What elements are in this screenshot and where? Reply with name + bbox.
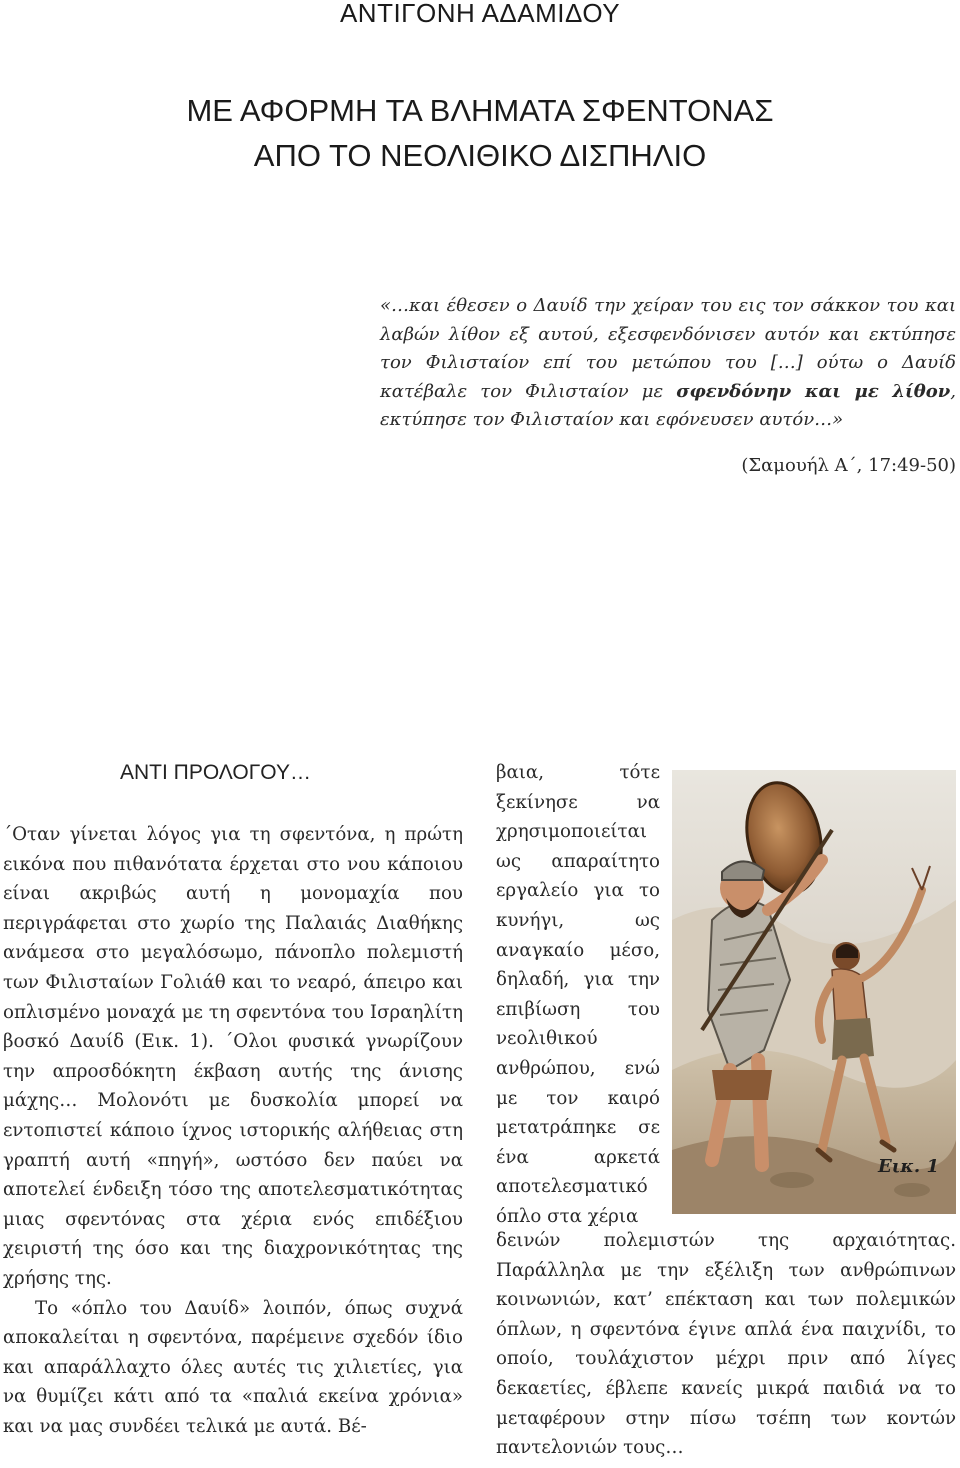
left-column: [3, 820, 463, 1441]
right-column-narrow-text: βαια, τότε ξεκίνησε να χρησιμοποιείται ως απαραίτητο εργαλείο για το κυνήγι, ως αναγκαίο μέσο, δηλαδή, για την επιβίωση του νεολιθικού ανθρώπου, ενώ με τον καιρό μετατράπηκε σε ένα αρκετά αποτελεσματικό όπλο στα χέρια: [496, 762, 660, 1227]
epigraph-bold-text: σφενδόνην και με λίθον: [676, 380, 951, 402]
david-goliath-painting-icon: [672, 770, 956, 1214]
title-line-2: ΑΠΟ ΤΟ ΝΕΟΛΙΘΙΚΟ ΔΙΣΠΗΛΙΟ: [253, 138, 707, 173]
body-paragraph-2: Το «όπλο του Δαυίδ» λοιπόν, όπως συχνά αποκαλείται η σφεντόνα, παρέμεινε σχεδόν ίδιο και απαράλλαχτο όλες αυτές τις χιλιετίες, για να θυμίζει κάτι από τα «παλιά εκείνα χρόνια» και να μας συνδέει τελικά με αυτά. Βέ-: [3, 1297, 463, 1437]
epigraph-source: (Σαμουήλ Α΄, 17:49-50): [741, 455, 956, 476]
figure-david-goliath-image: [672, 770, 956, 1214]
article-title: [0, 88, 960, 178]
figure-caption: Εικ. 1: [878, 1156, 939, 1177]
epigraph-text-part2: , εκτύπησε τον Φιλισταίον και εφόνευσεν αυτόν…»: [380, 380, 956, 430]
body-paragraph-1: ΄Οταν γίνεται λόγος για τη σφεντόνα, η πρώτη εικόνα που πιθανότατα έρχεται στο νου κάποιου είναι ακριβώς αυτή η μονομαχία που περιγράφεται στο χωρίο της Παλαιάς Διαθήκης ανάμεσα στο μεγαλόσωμο, πάνοπλο πολεμιστή των Φιλισταίων Γολιάθ και το νεαρό, άπειρο και οπλισμένο μοναχά με τη σφεντόνα του Ισραηλίτη βοσκό Δαυίδ (Εικ. 1). ΄Ολοι φυσικά γνωρίζουν την απροσδόκητη έκβαση αυτής της άνισης μάχης… Μολονότι με δυσκολία μπορεί να εντοπιστεί κάποιο ίχνος ιστορικής αλήθειας στη γραπτή αυτή «πηγή», ωστόσο δεν παύει να αποτελεί ένδειξη τόσο της αποτελεσματικότητας μιας σφεντόνας στα χέρια ενός επιδέξιου χειριστή της όσο και της διαχρονικότητας της χρήσης της.: [3, 824, 463, 1289]
title-line-1: ΜΕ ΑΦΟΡΜΗ ΤΑ ΒΛΗΜΑΤΑ ΣΦΕΝΤΟΝΑΣ: [186, 93, 774, 128]
section-heading: ΑΝΤΙ ΠΡΟΛΟΓΟΥ…: [120, 761, 311, 784]
right-column-wide-text: δεινών πολεμιστών της αρχαιότητας. Παράλληλα με την εξέλιξη των ανθρώπινων κοινωνιών, κατ’ επέκταση και των πολεμικών όπλων, η σφεντόνα έγινε απλά ένα παιχνίδι, το οποίο, τουλάχιστον μέχρι πριν από λίγες δεκαετίες, έβλεπε κανείς μικρά παιδιά να το μεταφέρουν στην πίσω τσέπη των κοντών παντελονιών τους…: [496, 1230, 956, 1459]
epigraph-text-part1: «…και έθεσεν ο Δαυίδ την χείραν του εις τον σάκκον του και λαβών λίθον εξ αυτού, εξεσφενδόνισεν αυτόν και εκτύπησε τον Φιλισταίον επί του μετώπου του […] ούτω ο Δαυίδ κατέβαλε τον Φιλισταίον με: [380, 295, 956, 402]
epigraph-quote: [380, 292, 956, 435]
author-name: ΑΝΤΙΓΟΝΗ ΑΔΑΜΙΔΟΥ: [339, 0, 621, 28]
